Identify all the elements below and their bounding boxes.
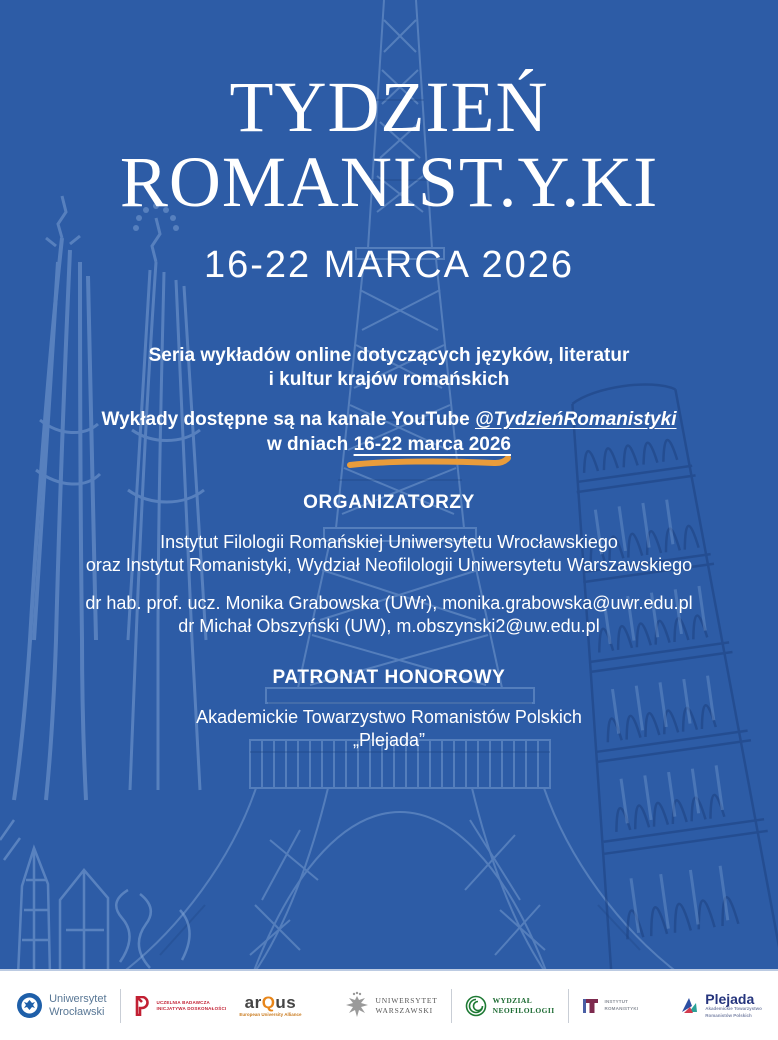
arqus-wordmark: arQus: [244, 993, 297, 1012]
event-description-line1: Seria wykładów online dotyczących języków, literatur: [148, 345, 630, 366]
footer-divider: [120, 989, 121, 1023]
event-dates-heading: 16-22 MARCA 2026: [204, 244, 574, 286]
event-dates-inline-wrap: [354, 432, 511, 457]
romanistyka-icon: [582, 997, 599, 1015]
footer-divider: [568, 989, 569, 1023]
neofilologia-logo-text: WYDZIAŁ NEOFILOLOGII: [492, 996, 555, 1015]
event-description-line2: i kultur krajów romańskich: [268, 369, 510, 391]
uw-logo-text: UNIWERSYTET WARSZAWSKI: [375, 995, 438, 1015]
poster-title-line1: TYDZIEŃ: [229, 67, 549, 147]
uw-logo: [344, 991, 438, 1021]
event-description: [0, 344, 778, 393]
organizers-contact-line1: dr hab. prof. ucz. Monika Grabowska (UWr), monika.grabowska@uwr.edu.pl: [85, 593, 693, 613]
youtube-info: [0, 407, 778, 457]
footer-divider: [451, 989, 452, 1023]
plejada-bird-icon: [680, 996, 699, 1015]
plejada-logo-text: Plejada Akademickie Towarzystwo Romanistów Polskich: [705, 991, 762, 1018]
arqus-tagline: European University Alliance: [239, 1012, 302, 1017]
arqus-orange-q: Q: [261, 993, 276, 1012]
arqus-logo: [239, 994, 301, 1017]
youtube-info-prefix: Wykłady dostępne są na kanale YouTube: [101, 409, 475, 430]
orange-marker-underline: [346, 456, 516, 472]
plejada-logo: [680, 992, 762, 1018]
organizers-institution-line1: Instytut Filologii Romańskiej Uniwersytetu Wrocławskiego: [160, 532, 618, 552]
neofilologia-logo: [465, 995, 555, 1017]
youtube-info-line1: [0, 407, 778, 432]
poster-title: [0, 67, 778, 222]
uwr-emblem-icon: [16, 992, 43, 1019]
organizers-contact-line2: dr Michał Obszyński (UW), m.obszynski2@uw.edu.pl: [178, 616, 600, 637]
uwr-logo-text: Uniwersytet Wrocławski: [49, 992, 107, 1018]
event-dates-prefix: w dniach: [267, 434, 354, 456]
organizers-heading: ORGANIZATORZY: [303, 492, 475, 513]
youtube-handle-link[interactable]: @TydzieńRomanistyki: [474, 409, 677, 430]
patronage-line1: Akademickie Towarzystwo Romanistów Polskich: [196, 707, 582, 727]
patronage-line2: „Plejada”: [352, 729, 426, 750]
idub-logo-text: UCZELNIA BADAWCZA INICJATYWA DOSKONAŁOŚCI: [156, 999, 227, 1011]
idub-icon: [134, 996, 151, 1016]
event-dates-inline: 16-22 marca 2026: [353, 434, 511, 456]
bottom-left-buildings-sketch: [0, 820, 190, 976]
uw-eagle-icon: [344, 991, 370, 1021]
footer-logo-strip: [0, 969, 778, 1040]
neofilologia-icon: [465, 995, 487, 1017]
poster-title-line2: ROMANIST.Y.KI: [119, 141, 659, 222]
organizers-institutions: [0, 531, 778, 578]
patronage-names: [0, 706, 778, 751]
youtube-info-line2: [0, 432, 778, 457]
uwr-logo: [16, 992, 106, 1019]
organizers-institution-line2: oraz Instytut Romanistyki, Wydział Neofilologii Uniwersytetu Warszawskiego: [85, 555, 693, 576]
organizers-contacts: [0, 592, 778, 639]
patronage-heading: PATRONAT HONOROWY: [272, 667, 506, 688]
romanistyka-logo: [582, 997, 639, 1015]
idub-logo: [134, 996, 227, 1016]
romanistyka-logo-text: INSTYTUT ROMANISTYKI: [604, 999, 639, 1011]
